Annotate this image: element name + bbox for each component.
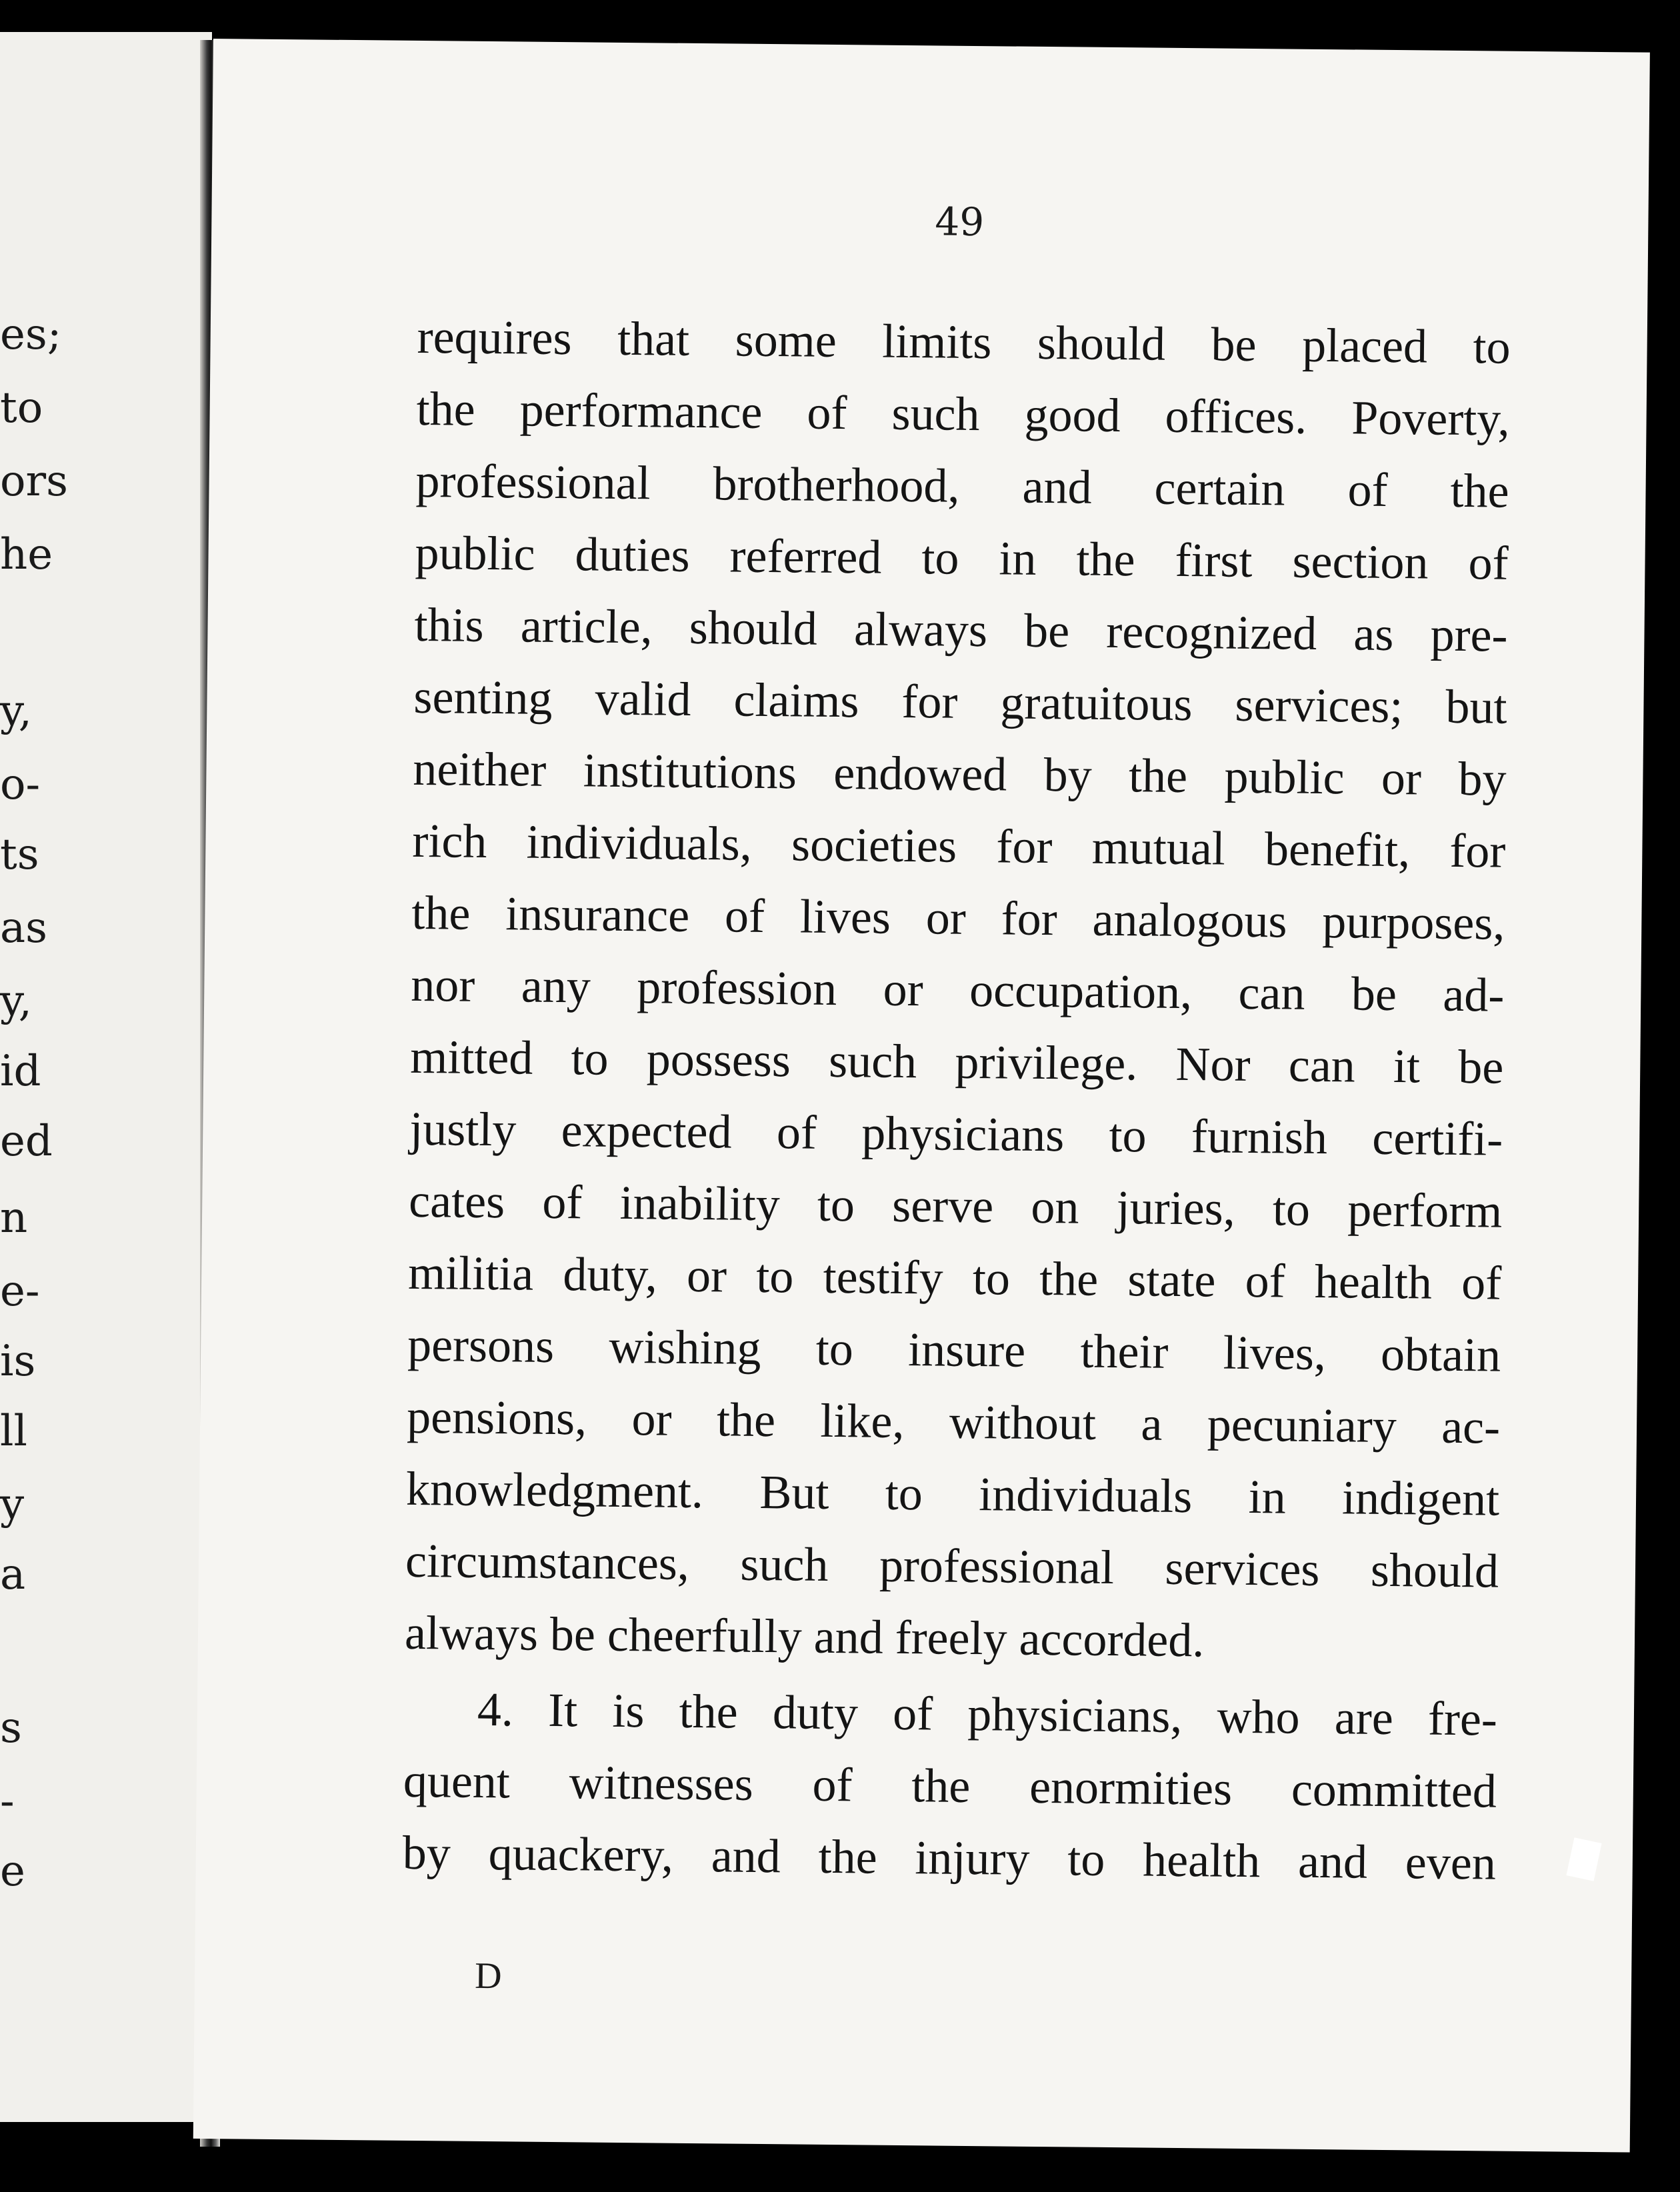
text-line: the insurance of lives or for analogous purposes,	[411, 885, 1505, 950]
left-page-text-fragment: id	[0, 1047, 41, 1096]
right-page	[193, 39, 1650, 2153]
left-page-text-fragment: y,	[0, 687, 32, 736]
left-page-text-fragment: is	[0, 1337, 36, 1386]
left-page-text-fragment: e-	[0, 1267, 40, 1316]
left-page-text-fragment: y,	[0, 977, 32, 1026]
text-line: this article, should always be recognized as pre-	[414, 597, 1508, 662]
left-page-text-fragment: es;	[0, 310, 62, 359]
left-page-text-fragment: e	[0, 1847, 25, 1896]
text-line: professional brotherhood, and certain of the	[415, 453, 1509, 518]
text-line: 4. It is the duty of physicians, who are fre-	[477, 1682, 1498, 1746]
left-page-text-fragment: s	[0, 1703, 22, 1753]
text-line: always be cheerfully and freely accorded.	[404, 1605, 1205, 1667]
text-line: senting valid claims for gratuitous services; but	[413, 669, 1507, 734]
left-page-text-fragment: ll	[0, 1407, 27, 1456]
paragraph-2	[402, 1673, 1497, 1899]
left-page-text-fragment: y	[0, 1480, 25, 1529]
left-page-text-fragment: ed	[0, 1117, 53, 1166]
text-line: quent witnesses of the enormities committed	[403, 1753, 1497, 1818]
text-line: knowledgment. But to individuals in indigent	[405, 1461, 1500, 1526]
left-page-text-fragment: a	[0, 1550, 26, 1599]
text-line: cates of inability to serve on juries, to perform	[408, 1173, 1503, 1238]
left-page-fragment	[0, 32, 212, 2122]
text-line: circumstances, such professional services should	[405, 1533, 1499, 1598]
text-line: mitted to possess such privilege. Nor can it be	[409, 1029, 1504, 1094]
left-page-text-fragment: -	[0, 1777, 15, 1826]
left-page-text-fragment: ors	[0, 457, 68, 506]
page-body-text	[402, 301, 1511, 1899]
left-page-text-fragment: he	[0, 530, 53, 579]
text-line: the performance of such good offices. Poverty,	[416, 381, 1510, 446]
left-page-text-fragment: o-	[0, 760, 41, 809]
text-line: by quackery, and the injury to health and even	[402, 1825, 1497, 1890]
text-line: public duties referred to in the first section of	[415, 525, 1509, 590]
left-page-text-fragment: ts	[0, 830, 39, 879]
left-page-text-fragment: as	[0, 903, 47, 953]
text-line: militia duty, or to testify to the state of health of	[407, 1245, 1502, 1310]
text-line: pensions, or the like, without a pecuniary ac-	[406, 1389, 1501, 1454]
text-line: persons wishing to insure their lives, obtain	[407, 1317, 1501, 1382]
page-number: 49	[935, 199, 985, 245]
signature-mark: D	[474, 1955, 502, 1997]
text-line: neither institutions endowed by the public or by	[413, 741, 1507, 806]
text-line: requires that some limits should be placed to	[417, 309, 1511, 374]
paragraph-1	[405, 301, 1511, 1679]
text-line: justly expected of physicians to furnish certifi-	[409, 1101, 1503, 1166]
left-page-text-fragment: n	[0, 1193, 28, 1243]
text-line: rich individuals, societies for mutual benefit, for	[412, 813, 1506, 878]
text-line: nor any profession or occupation, can be ad-	[411, 957, 1505, 1022]
left-page-text-fragment: to	[0, 383, 43, 433]
